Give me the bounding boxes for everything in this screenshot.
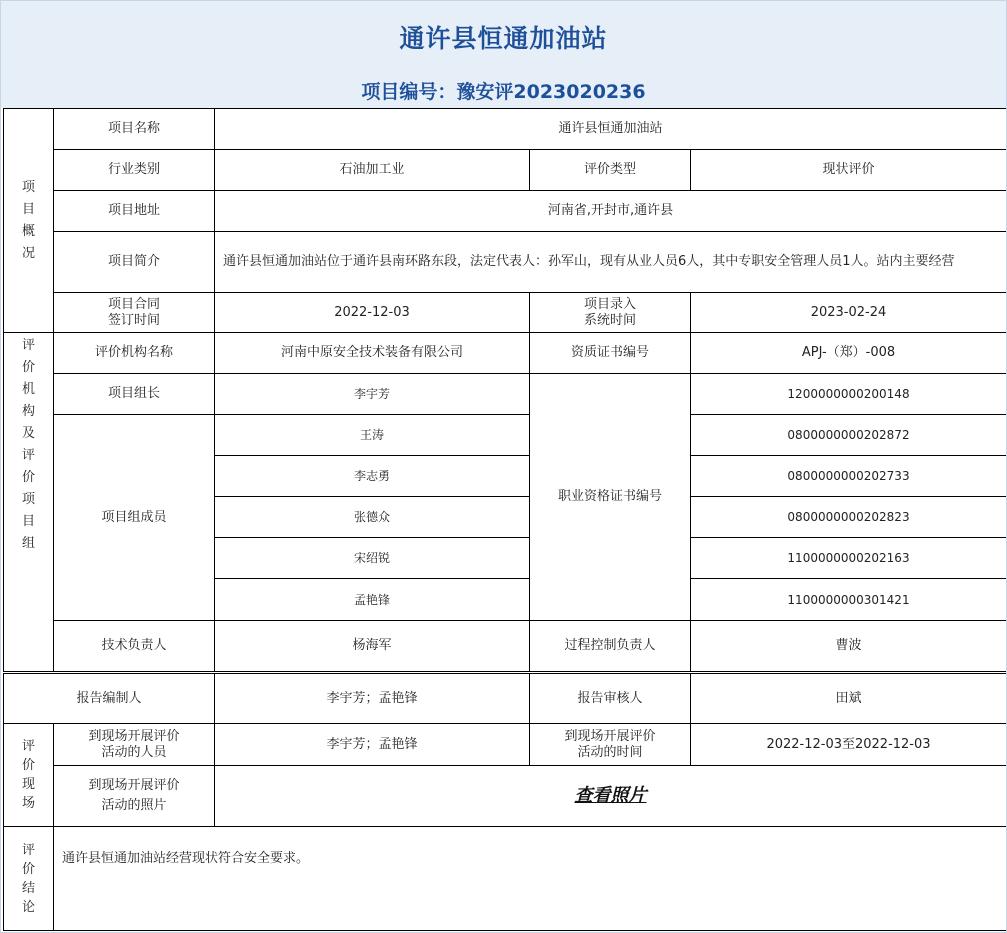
conclusion-text: 通许县恒通加油站经营现状符合安全要求。: [53, 826, 1007, 931]
report-author-label: 报告编制人: [3, 673, 215, 724]
project-name-label: 项目名称: [53, 108, 215, 150]
member-cert: 0800000000202872: [690, 414, 1007, 456]
qual-cert-label: 职业资格证书编号: [529, 373, 691, 621]
site-photo-cell: [214, 765, 1007, 827]
members-label: 项目组成员: [53, 414, 215, 621]
section-site-label: 评 价 现 场: [3, 723, 54, 827]
member-name: 宋绍锐: [214, 537, 530, 579]
process-lead-value: 曹波: [690, 620, 1007, 672]
report-reviewer-value: 田斌: [690, 673, 1007, 724]
member-name: 王涛: [214, 414, 530, 456]
cert-label: 资质证书编号: [529, 332, 691, 374]
member-cert: 0800000000202733: [690, 455, 1007, 497]
process-lead-label: 过程控制负责人: [529, 620, 691, 672]
brief-value: 通许县恒通加油站位于通许县南环路东段，法定代表人：孙军山，现有从业人员6人，其中专职安全管理人员1人。站内主要经营: [214, 231, 1007, 293]
entry-time-value: 2023-02-24: [690, 292, 1007, 333]
member-name: 李宇芳: [214, 373, 530, 415]
entry-time-label: 项目录入 系统时间: [529, 292, 691, 333]
section-org-label: 评 价 机 构 及 评 价 项 目 组: [3, 332, 54, 672]
site-time-label: 到现场开展评价 活动的时间: [529, 723, 691, 766]
report-reviewer-label: 报告审核人: [529, 673, 691, 724]
eval-type-label: 评价类型: [529, 149, 691, 191]
section-overview-label: 项 目 概 况: [3, 108, 54, 333]
section-conclusion-label: 评 价 结 论: [3, 826, 54, 931]
site-time-value: 2022-12-03至2022-12-03: [690, 723, 1007, 766]
address-value: 河南省,开封市,通许县: [214, 190, 1007, 232]
brief-label: 项目简介: [53, 231, 215, 293]
report-author-value: 李宇芳；孟艳锋: [214, 673, 530, 724]
industry-label: 行业类别: [53, 149, 215, 191]
site-persons-label: 到现场开展评价 活动的人员: [53, 723, 215, 766]
page-header: [0, 0, 1007, 108]
member-name: 张德众: [214, 496, 530, 538]
project-name-value: 通许县恒通加油站: [214, 108, 1007, 150]
site-persons-value: 李宇芳；孟艳锋: [214, 723, 530, 766]
member-name: 孟艳锋: [214, 578, 530, 621]
agency-value: 河南中原安全技术装备有限公司: [214, 332, 530, 374]
agency-label: 评价机构名称: [53, 332, 215, 374]
view-photos-link[interactable]: 查看照片: [574, 785, 647, 806]
member-cert: 0800000000202823: [690, 496, 1007, 538]
leader-label: 项目组长: [53, 373, 215, 415]
industry-value: 石油加工业: [214, 149, 530, 191]
member-cert: 1100000000202163: [690, 537, 1007, 579]
cert-value: APJ-（郑）-008: [690, 332, 1007, 374]
project-number: 项目编号：豫安评2023020236: [361, 81, 646, 103]
member-cert: 1100000000301421: [690, 578, 1007, 621]
member-cert: 1200000000200148: [690, 373, 1007, 415]
site-photo-label: 到现场开展评价 活动的照片: [53, 765, 215, 827]
eval-type-value: 现状评价: [690, 149, 1007, 191]
contract-time-label: 项目合同 签订时间: [53, 292, 215, 333]
contract-time-value: 2022-12-03: [214, 292, 530, 333]
tech-lead-value: 杨海军: [214, 620, 530, 672]
address-label: 项目地址: [53, 190, 215, 232]
page-title: 通许县恒通加油站: [399, 24, 608, 53]
member-name: 李志勇: [214, 455, 530, 497]
tech-lead-label: 技术负责人: [53, 620, 215, 672]
